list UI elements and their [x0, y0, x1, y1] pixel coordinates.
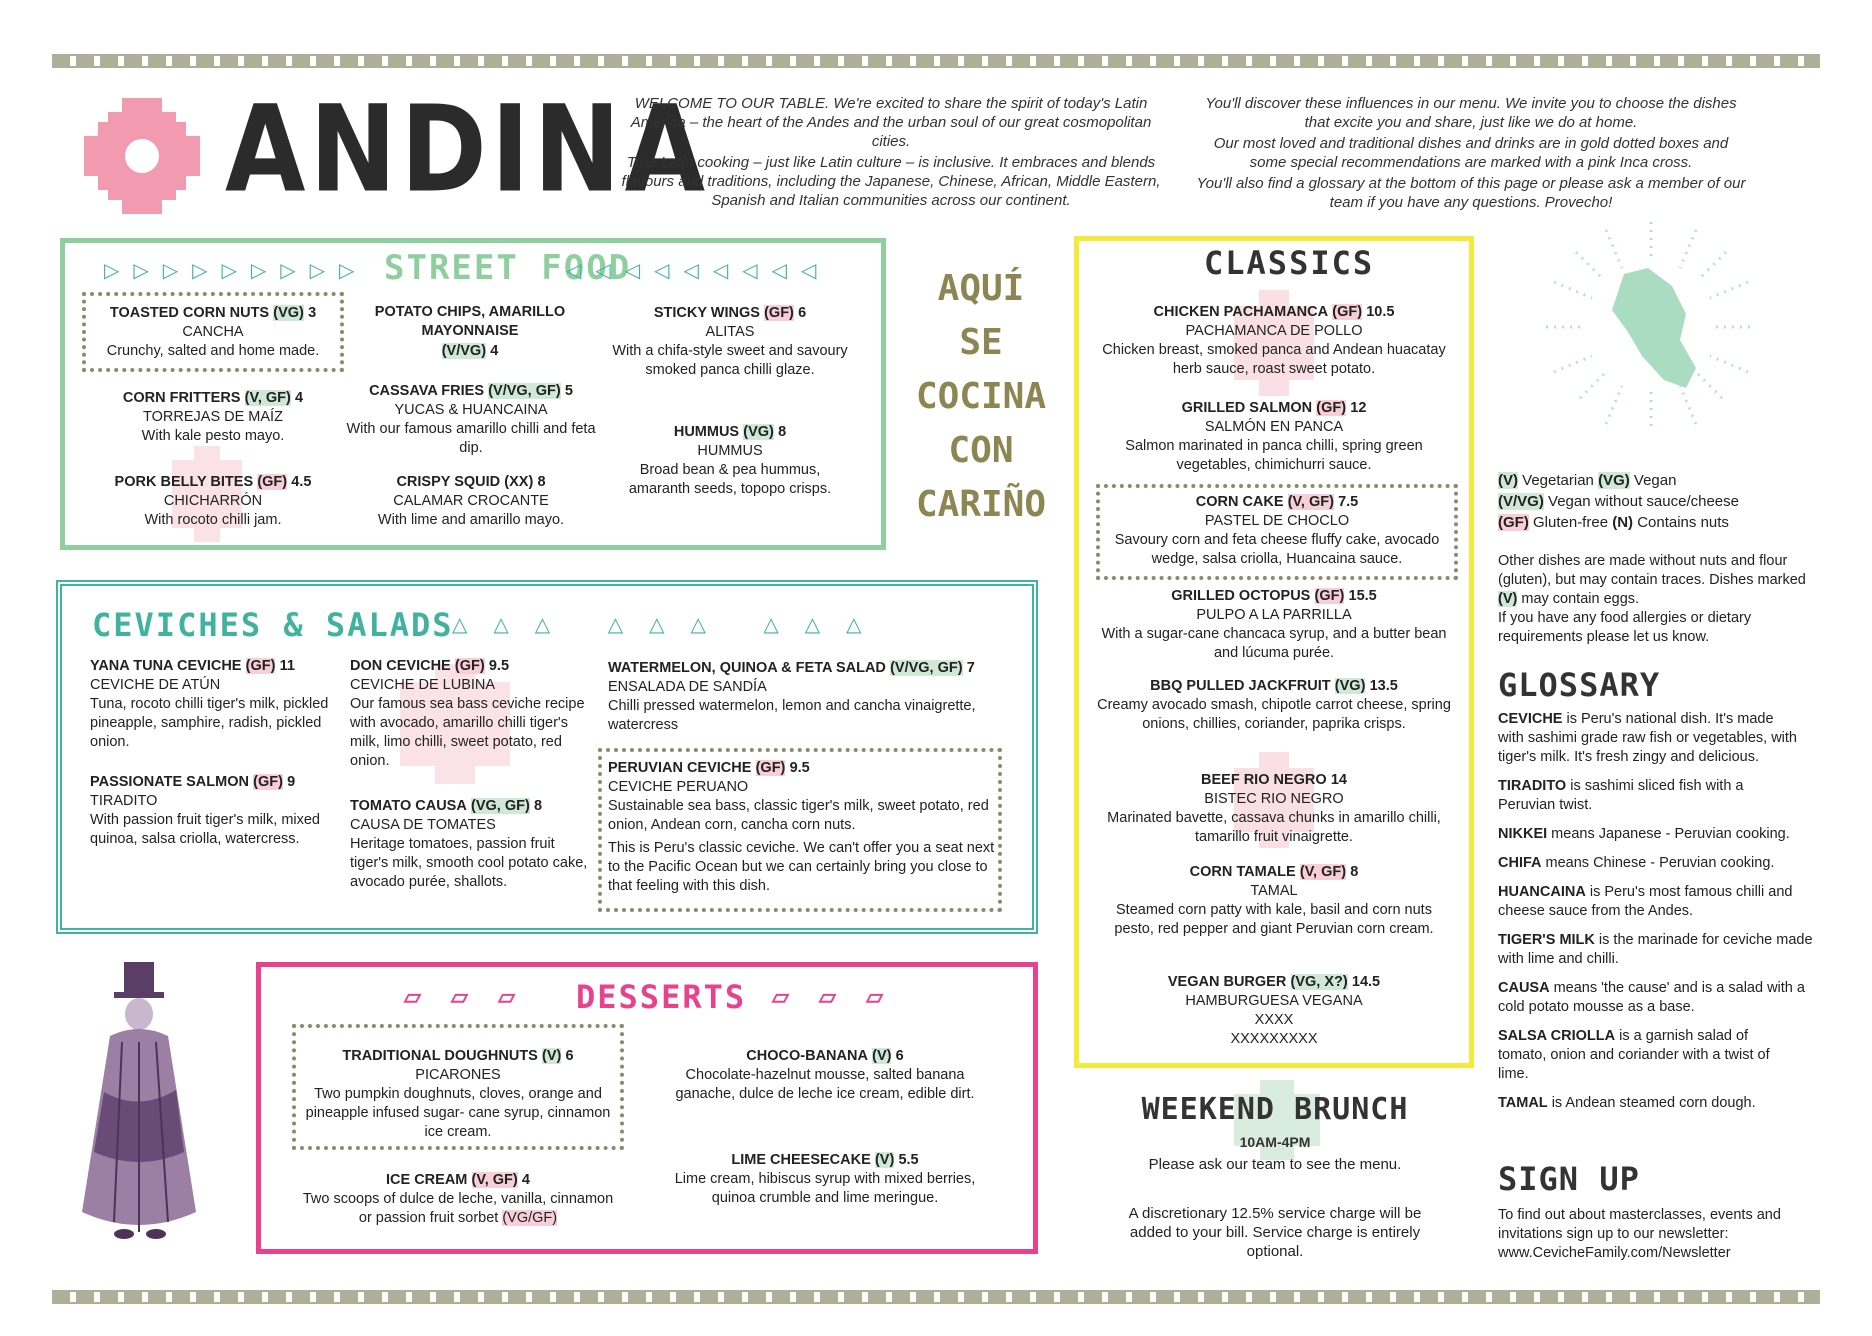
dish-subtitle: ALITAS: [705, 324, 755, 340]
triangle-decor-left: ▷▷▷▷▷▷▷▷▷: [104, 260, 369, 282]
legend-line: [1498, 491, 1739, 512]
classics-title: CLASSICS: [1204, 244, 1375, 282]
diet-tag: (VG, X?): [1290, 974, 1348, 990]
dish-description: This is Peru's classic ceviche. We can't offer you a seat next to the Pacific Ocean but we can certainly bring you close to that feeling with this dish.: [608, 840, 995, 894]
dish-price: 11: [279, 658, 295, 674]
signup-title: SIGN UP: [1498, 1160, 1640, 1198]
menu-item: [1096, 676, 1452, 734]
legend-tag: (N): [1612, 514, 1634, 531]
dish-subtitle: ENSALADA DE SANDÍA: [608, 679, 767, 695]
legend-line: [1498, 470, 1739, 491]
glossary-term: TIRADITO: [1498, 778, 1567, 794]
glossary-entry: [1498, 854, 1828, 873]
dish-description: Two pumpkin doughnuts, cloves, orange and pineapple infused sugar- cane syrup, cinnamon ice cream.: [305, 1086, 611, 1140]
dish-price: 7.5: [1338, 494, 1359, 510]
dish-subtitle: CALAMAR CROCANTE: [393, 493, 549, 509]
glossary-entry: [1498, 931, 1828, 969]
dish-subtitle: CHICHARRÓN: [163, 493, 263, 509]
menu-item: [610, 422, 850, 499]
glossary-term: CHIFA: [1498, 855, 1542, 871]
dish-name: WATERMELON, QUINOA & FETA SALAD: [608, 660, 886, 676]
menu-item: [1096, 862, 1452, 939]
motto-line: CON: [948, 430, 1014, 471]
glossary-entry: [1498, 825, 1828, 844]
glossary-definition: means Japanese - Peruvian cooking.: [1547, 826, 1790, 842]
intro-paragraph: You'll also find a glossary at the bottom of this page or please ask a member of our team if you have any questions. Provecho!: [1196, 175, 1746, 211]
diet-tag: (V/VG, GF): [890, 660, 963, 676]
dish-description: Chilli pressed watermelon, lemon and cancha vinaigrette, watercress: [608, 698, 976, 733]
street-food-title: STREET FOOD: [384, 248, 632, 288]
glossary-definition: is Andean steamed corn dough.: [1547, 1095, 1756, 1111]
dish-name: ICE CREAM: [386, 1172, 468, 1188]
service-charge-note: A discretionary 12.5% service charge will be added to your bill. Service charge is entirely optional.: [1128, 1205, 1422, 1260]
dish-name: GRILLED OCTOPUS: [1171, 588, 1311, 604]
menu-item: [610, 303, 850, 380]
diet-tag: (GF): [245, 658, 276, 674]
dish-name: LIME CHEESECAKE: [731, 1152, 871, 1168]
dish-name: CHOCO-BANANA: [746, 1048, 868, 1064]
dish-description: Sustainable sea bass, classic tiger's milk, sweet potato, red onion, Andean corn, cancha corn nuts.: [608, 798, 989, 833]
glossary-term: SALSA CRIOLLA: [1498, 1028, 1616, 1044]
intro-paragraph: You'll discover these influences in our menu. We invite you to choose the dishes that excite you and share, just like we do at home.: [1205, 95, 1737, 131]
dish-price: 15.5: [1348, 588, 1377, 604]
dish-description: XXXXXXXXX: [1230, 1031, 1318, 1047]
dish-description: Salmon marinated in panca chilli, spring green vegetables, chimichurri sauce.: [1125, 438, 1423, 473]
dish-subtitle: PACHAMANCA DE POLLO: [1185, 323, 1363, 339]
dish-price: 9: [287, 774, 296, 790]
menu-item: [1096, 302, 1452, 379]
dish-price: 14.5: [1351, 974, 1381, 990]
dish-price: 4: [295, 390, 304, 406]
dish-subtitle: BISTEC RIO NEGRO: [1204, 791, 1344, 807]
dish-name: TOMATO CAUSA: [350, 798, 467, 814]
dish-name: PERUVIAN CEVICHE: [608, 760, 752, 776]
dish-price: 14: [1330, 772, 1347, 788]
dish-price: 8: [778, 424, 787, 440]
dish-subtitle: PASTEL DE CHOCLO: [1204, 513, 1350, 529]
glossary-list: [1498, 710, 1828, 1123]
menu-item: [608, 758, 996, 896]
dish-description: With a chifa-style sweet and savoury smoked panca chilli glaze.: [612, 343, 848, 378]
dish-description: Steamed corn patty with kale, basil and corn nuts pesto, red pepper and giant Peruvian corn cream.: [1114, 902, 1434, 937]
dish-description: Creamy avocado smash, chipotle carrot cheese, spring onions, chillies, coriander, paprika crisps.: [1097, 697, 1451, 732]
menu-item: [350, 303, 590, 361]
allergy-text: If you have any food allergies or dietary requirements please let us know.: [1498, 610, 1752, 645]
dish-name: DON CEVICHE: [350, 658, 451, 674]
diet-tag: (VG): [273, 305, 304, 321]
dish-name: CORN TAMALE: [1189, 864, 1296, 880]
menu-item: [298, 1046, 618, 1142]
dish-description: Lime cream, hibiscus syrup with mixed berries, quinoa crumble and lime meringue.: [674, 1171, 976, 1206]
diet-tag: (VG): [1334, 678, 1366, 694]
glossary-term: NIKKEI: [1498, 826, 1548, 842]
dish-description: Two scoops of dulce de leche, vanilla, cinnamon or passion fruit sorbet: [302, 1191, 614, 1226]
intro-paragraph: True Latin cooking – just like Latin culture – is inclusive. It embraces and blends flavours and traditions, including the Japanese, Chinese, African, Middle Eastern, Spanish and Italian communities across our continent.: [621, 154, 1161, 209]
diet-tag: (V/VG): [441, 343, 487, 359]
dish-name: CHICKEN PACHAMANCA: [1153, 304, 1329, 320]
diet-tag: (GF): [755, 760, 786, 776]
legend-text: Vegan: [1629, 472, 1677, 489]
menu-item: [340, 472, 602, 530]
menu-item: [90, 772, 330, 849]
dish-description: Heritage tomatoes, passion fruit tiger's milk, smooth cool potato cake, avocado purée, shallots.: [350, 836, 588, 890]
allergy-text: Other dishes are made without nuts and flour (gluten), but may contain traces. Dishes marked: [1498, 553, 1806, 588]
dish-price: 8: [537, 474, 546, 490]
dish-subtitle: HAMBURGUESA VEGANA: [1185, 993, 1363, 1009]
dish-price: 10.5: [1366, 304, 1395, 320]
dish-description: Tuna, rocoto chilli tiger's milk, pickled pineapple, samphire, radish, pickled onion.: [90, 696, 329, 750]
dish-name: POTATO CHIPS, AMARILLO MAYONNAISE: [374, 304, 566, 339]
dish-subtitle: CANCHA: [182, 324, 244, 340]
glossary-term: TAMAL: [1498, 1095, 1548, 1111]
allergy-note: [1498, 552, 1824, 647]
menu-item: [660, 1150, 990, 1208]
glossary-entry: [1498, 1094, 1828, 1113]
dish-price: 6: [895, 1048, 904, 1064]
signup-description: To find out about masterclasses, events and invitations sign up to our newsletter:: [1498, 1207, 1781, 1242]
dish-name: VEGAN BURGER: [1167, 974, 1287, 990]
glossary-entry: [1498, 883, 1828, 921]
allergy-text: may contain eggs.: [1521, 591, 1640, 607]
dish-subtitle: TIRADITO: [90, 793, 158, 809]
dish-name: PORK BELLY BITES: [114, 474, 254, 490]
glossary-term: TIGER'S MILK: [1498, 932, 1595, 948]
glossary-definition: is sashimi sliced fish with a Peruvian twist.: [1498, 778, 1744, 813]
dish-name: HUMMUS: [673, 424, 740, 440]
dish-price: 12: [1350, 400, 1367, 416]
dish-subtitle: CEVICHE DE ATÚN: [90, 677, 221, 693]
menu-item: [350, 796, 590, 892]
dish-description: With kale pesto mayo.: [141, 428, 285, 444]
dish-description: Our famous sea bass ceviche recipe with avocado, amarillo chilli tiger's milk, limo chilli, sweet potato, red onion.: [350, 696, 585, 769]
brand-title: ANDINA: [225, 78, 710, 220]
motto-line: AQUÍ: [937, 268, 1025, 309]
dish-subtitle: TAMAL: [1250, 883, 1298, 899]
dish-subtitle: CEVICHE DE LUBINA: [350, 677, 496, 693]
diet-tag: (GF): [764, 305, 794, 321]
legend-tag: (V/VG): [1498, 493, 1544, 510]
diet-tag: (GF): [1332, 304, 1363, 320]
dish-price: 9.5: [789, 760, 810, 776]
brunch-title: WEEKEND BRUNCH: [1141, 1092, 1409, 1127]
dish-description: With rocoto chilli jam.: [144, 512, 282, 528]
intro-paragraph: Our most loved and traditional dishes and drinks are in gold dotted boxes and some special recommendations are marked with a pink Inca cross.: [1213, 135, 1729, 171]
menu-item: [1100, 492, 1454, 569]
brunch-note: Please ask our team to see the menu.: [1148, 1156, 1402, 1173]
dish-name: CORN FRITTERS: [122, 390, 241, 406]
peru-map-icon: [1546, 222, 1756, 432]
diet-tag: (V, GF): [1299, 864, 1347, 880]
diet-tag: (VG/GF): [502, 1210, 558, 1226]
glossary-definition: means 'the cause' and is a salad with a cold potato mousse as a base.: [1498, 980, 1805, 1015]
dish-subtitle: TORREJAS DE MAÍZ: [143, 409, 283, 425]
menu-item: [86, 303, 340, 361]
motto: [896, 262, 1066, 532]
dish-description: With lime and amarillo mayo.: [377, 512, 565, 528]
menu-item: [1096, 398, 1452, 475]
dish-description: Crunchy, salted and home made.: [106, 343, 320, 359]
legend-text: Vegan without sauce/cheese: [1543, 493, 1739, 510]
diet-tag: (GF): [1314, 588, 1345, 604]
diet-tag: (GF): [257, 474, 288, 490]
dish-price: 3: [308, 305, 317, 321]
glossary-definition: is a garnish salad of tomato, onion and coriander with a twist of lime.: [1498, 1028, 1770, 1082]
dish-description: XXXX: [1254, 1012, 1294, 1028]
dish-price: 6: [798, 305, 807, 321]
diet-tag: (V/VG, GF): [488, 383, 561, 399]
glossary-definition: is Peru's most famous chilli and cheese sauce from the Andes.: [1498, 884, 1793, 919]
glossary-definition: is the marinade for ceviche made with lime and chilli.: [1498, 932, 1813, 967]
top-pattern-border: [52, 54, 1820, 68]
dish-description: Chicken breast, smoked panca and Andean huacatay herb sauce, roast sweet potato.: [1102, 342, 1446, 377]
dish-name: PASSIONATE SALMON: [90, 774, 249, 790]
dish-price: 5: [564, 383, 573, 399]
legend-tag: (V): [1498, 472, 1518, 489]
diet-tag: (V): [874, 1152, 895, 1168]
dish-description: With passion fruit tiger's milk, mixed quinoa, salsa criolla, watercress.: [90, 812, 320, 847]
dish-name: BEEF RIO NEGRO: [1201, 772, 1327, 788]
dish-description: Chocolate-hazelnut mousse, salted banana ganache, dulce de leche ice cream, edible dirt.: [675, 1067, 975, 1102]
dish-description: With a sugar-cane chancaca syrup, and a butter bean and lúcuma purée.: [1101, 626, 1447, 661]
glossary-definition: is Peru's national dish. It's made with sashimi grade raw fish or vegetables, with tiger's milk. It's fresh zingy and delicious.: [1498, 711, 1797, 765]
legend-tag: (GF): [1498, 514, 1529, 531]
dish-subtitle: CAUSA DE TOMATES: [350, 817, 496, 833]
menu-item: [298, 1170, 618, 1228]
ceviches-title: CEVICHES & SALADS: [92, 606, 454, 644]
desserts-decor-left: ▱ ▱ ▱: [404, 984, 527, 1009]
menu-item: [1096, 586, 1452, 663]
triangle-decor: △△△ △△△ △△△: [452, 614, 888, 636]
menu-item: [1096, 770, 1452, 847]
dish-name: STICKY WINGS: [653, 305, 760, 321]
inca-cross-logo-icon: [84, 98, 200, 214]
diet-tag: (VG, GF): [470, 798, 530, 814]
menu-item: [350, 656, 590, 771]
glossary-entry: [1498, 979, 1828, 1017]
newsletter-link[interactable]: www.CevicheFamily.com/Newsletter: [1498, 1245, 1731, 1261]
menu-item: [1096, 972, 1452, 1049]
intro-paragraph: WELCOME TO OUR TABLE. We're excited to share the spirit of today's Latin America – the heart of the Andes and the urban soul of our great cosmopolitan cities.: [630, 95, 1152, 150]
diet-tag: (VG): [743, 424, 774, 440]
dish-price: 4: [521, 1172, 530, 1188]
dish-price: 6: [565, 1048, 574, 1064]
dish-description: Broad bean & pea hummus, amaranth seeds, topopo crisps.: [628, 462, 832, 497]
motto-line: COCINA: [915, 376, 1047, 417]
dish-name: TRADITIONAL DOUGHNUTS: [342, 1048, 538, 1064]
diet-tag: (GF): [454, 658, 485, 674]
glossary-entry: [1498, 777, 1798, 815]
intro-left: [616, 94, 1166, 212]
legend-text: Gluten-free: [1528, 514, 1613, 531]
dish-name: CASSAVA FRIES: [369, 383, 485, 399]
motto-line: CARIÑO: [915, 484, 1047, 525]
dish-price: 9.5: [488, 658, 510, 674]
dish-subtitle: PULPO A LA PARRILLA: [1196, 607, 1352, 623]
diet-tag: (GF): [1316, 400, 1347, 416]
menu-item: [86, 472, 340, 530]
menu-item: [340, 381, 602, 458]
glossary-entry: [1498, 710, 1798, 767]
bottom-pattern-border: [52, 1290, 1820, 1304]
diet-tag: (V): [542, 1048, 562, 1064]
signup-text: [1498, 1206, 1818, 1263]
triangle-decor-right: ◁◁◁◁◁◁◁◁◁: [566, 260, 831, 282]
diet-tag: (V, GF): [1287, 494, 1334, 510]
dish-price: 8: [533, 798, 543, 814]
menu-item: [660, 1046, 990, 1104]
glossary-term: HUANCAINA: [1498, 884, 1586, 900]
diet-tag: (GF): [253, 774, 283, 790]
legend-tag: (VG): [1598, 472, 1630, 489]
glossary-title: GLOSSARY: [1498, 666, 1661, 704]
glossary-entry: [1498, 1027, 1798, 1084]
dish-subtitle: CEVICHE PERUANO: [608, 779, 749, 795]
desserts-title: DESSERTS: [576, 978, 747, 1016]
dish-price: 7: [966, 660, 975, 676]
legend-text: Vegetarian: [1518, 472, 1599, 489]
glossary-definition: means Chinese - Peruvian cooking.: [1541, 855, 1775, 871]
andean-woman-illustration-icon: [64, 962, 214, 1252]
dish-name: GRILLED SALMON: [1181, 400, 1313, 416]
glossary-term: CEVICHE: [1498, 711, 1563, 727]
diet-tag: (XX): [504, 474, 534, 490]
motto-line: SE: [959, 322, 1003, 363]
intro-right: [1196, 94, 1746, 214]
menu-item: [90, 656, 330, 752]
diet-legend: [1498, 470, 1739, 533]
legend-text: Contains nuts: [1633, 514, 1729, 531]
dish-name: YANA TUNA CEVICHE: [90, 658, 242, 674]
dish-name: BBQ PULLED JACKFRUIT: [1150, 678, 1331, 694]
brunch-hours: 10AM-4PM: [1239, 1134, 1311, 1150]
dish-price: 4: [490, 343, 499, 359]
dish-subtitle: YUCAS & HUANCAINA: [394, 402, 548, 418]
legend-line: [1498, 512, 1739, 533]
menu-item: [608, 658, 1028, 735]
dish-name: CORN CAKE: [1195, 494, 1284, 510]
legend-tag: (V): [1498, 591, 1518, 607]
dish-description: Marinated bavette, cassava chunks in amarillo chilli, tamarillo fruit vinaigrette.: [1107, 810, 1441, 845]
menu-item: [86, 388, 340, 446]
dish-name: CRISPY SQUID: [396, 474, 501, 490]
diet-tag: (V, GF): [471, 1172, 518, 1188]
dish-subtitle: SALMÓN EN PANCA: [1204, 419, 1344, 435]
dish-description: With our famous amarillo chilli and feta dip.: [346, 421, 596, 456]
desserts-decor-right: ▱ ▱ ▱: [772, 984, 895, 1009]
diet-tag: (V): [872, 1048, 892, 1064]
dish-description: Savoury corn and feta cheese fluffy cake, avocado wedge, salsa criolla, Huancaina sauce.: [1114, 532, 1440, 567]
dish-name: TOASTED CORN NUTS: [109, 305, 270, 321]
dish-subtitle: PICARONES: [415, 1067, 501, 1083]
dish-price: 8: [1350, 864, 1359, 880]
glossary-term: CAUSA: [1498, 980, 1550, 996]
diet-tag: (V, GF): [244, 390, 291, 406]
dish-subtitle: HUMMUS: [697, 443, 763, 459]
dish-price: 13.5: [1369, 678, 1398, 694]
dish-price: 5.5: [898, 1152, 919, 1168]
dish-price: 4.5: [291, 474, 312, 490]
